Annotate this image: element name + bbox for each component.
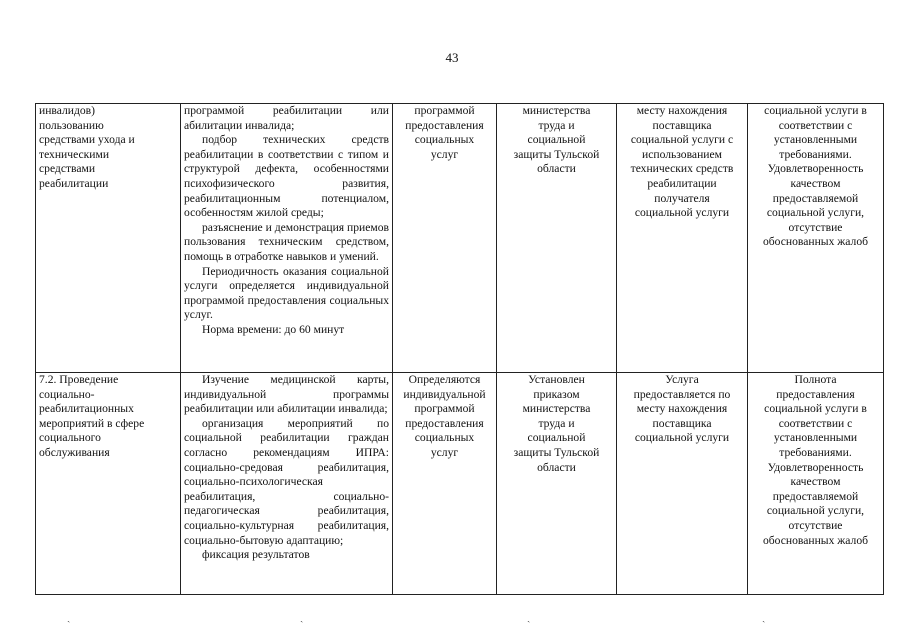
cell-line: качеством — [790, 475, 841, 489]
volume-cell — [393, 104, 497, 373]
cell-line: социальной услуги в — [764, 402, 867, 416]
cell-line: пользованию — [39, 118, 104, 132]
cell-line: программой — [414, 402, 475, 416]
service-description-cell — [181, 373, 393, 595]
cell-line: Установлен — [528, 373, 585, 386]
cell-line: приказом — [533, 387, 580, 401]
cell-line: предоставления — [405, 416, 484, 430]
quality-indicators-cell — [748, 373, 884, 595]
scan-marks — [0, 612, 904, 622]
cell-line: социального — [39, 431, 101, 445]
scan-mark: ˎ — [527, 612, 531, 623]
page-number: 43 — [445, 50, 459, 65]
cell-line: области — [537, 162, 576, 176]
cell-line: социально- — [39, 387, 95, 401]
services-table — [35, 103, 884, 595]
cell-line: услуг — [430, 147, 459, 161]
cell-line: труда и — [538, 416, 575, 430]
table-row — [36, 104, 884, 373]
cell-line: Определяются — [408, 373, 481, 386]
cell-line: средствами ухода и — [39, 133, 135, 147]
cell-line: отсутствие — [788, 220, 843, 234]
cell-line: социальных — [414, 431, 475, 445]
cell-line: защиты Тульской — [513, 147, 600, 161]
cell-line: установленными — [773, 133, 858, 147]
service-name-cell — [36, 373, 181, 595]
cell-line: соответствии с — [778, 118, 853, 132]
cell-line: реабилитации — [39, 176, 109, 190]
service-name-cell — [36, 104, 181, 373]
cell-line: труда и — [538, 118, 575, 132]
cell-line: предоставляется по — [633, 387, 731, 401]
description-paragraph: фиксация результатов — [202, 548, 310, 562]
cell-line: использованием — [642, 147, 722, 161]
cell-line: предоставляемой — [772, 191, 859, 205]
cell-line: соответствии с — [778, 416, 853, 430]
cell-line: Услуга — [665, 373, 699, 386]
cell-line: социальной услуги в — [764, 104, 867, 117]
cell-line: обоснованных жалоб — [762, 235, 869, 249]
description-paragraph: разъяснение и демонстрация приемов пользования техническим средством, помощь в отработке навыков и умений. — [184, 220, 389, 263]
cell-line: реабилитационных — [39, 402, 134, 416]
cell-line: мероприятий в сфере — [39, 416, 145, 430]
cell-line: предоставления — [776, 387, 855, 401]
cell-line: социальной услуги — [634, 206, 730, 220]
conditions-cell — [617, 104, 748, 373]
description-paragraph: подбор технических средств реабилитации в соответствии с типом и структурой дефекта, особенностями психофизического развития, реабилитационным потенциалом, особенностям жилой среды; — [184, 133, 389, 220]
cell-line: индивидуальной — [403, 387, 486, 401]
cell-line: обоснованных жалоб — [762, 533, 869, 547]
cell-line: предоставления — [405, 118, 484, 132]
cell-line: месту нахождения — [636, 402, 728, 416]
conditions-cell — [617, 373, 748, 595]
cell-line: Удовлетворенность — [767, 162, 864, 176]
cell-line: социальных — [414, 133, 475, 147]
description-paragraph: программой реабилитации или абилитации инвалида; — [184, 104, 389, 132]
cell-line: Полнота — [794, 373, 837, 386]
cell-line: требованиями. — [779, 445, 852, 459]
cell-line: программой — [414, 104, 475, 117]
scan-mark: ˎ — [762, 612, 766, 623]
service-description-cell — [181, 104, 393, 373]
cell-line: социальной услуги, — [766, 206, 865, 220]
cell-line: получателя — [654, 191, 710, 205]
cell-line: обслуживания — [39, 445, 110, 459]
cell-line: защиты Тульской — [513, 445, 600, 459]
cell-line: установленными — [773, 431, 858, 445]
cell-line: министерства — [522, 104, 591, 117]
cell-line: реабилитации — [647, 176, 717, 190]
volume-cell — [393, 373, 497, 595]
cell-line: 7.2. Проведение — [39, 373, 119, 386]
tariff-cell — [497, 373, 617, 595]
cell-line: поставщика — [652, 118, 712, 132]
cell-line: социальной услуги, — [766, 504, 865, 518]
cell-line: качеством — [790, 176, 841, 190]
cell-line: технических средств — [630, 162, 734, 176]
cell-line: предоставляемой — [772, 489, 859, 503]
table-row — [36, 373, 884, 595]
cell-line: требованиями. — [779, 147, 852, 161]
cell-line: Удовлетворенность — [767, 460, 864, 474]
description-paragraph: Периодичность оказания социальной услуги определяется индивидуальной программой предоставления социальных услуг. — [184, 264, 389, 322]
cell-line: социальной — [527, 133, 586, 147]
cell-line: социальной услуги — [634, 431, 730, 445]
tariff-cell — [497, 104, 617, 373]
cell-line: социальной услуги с — [630, 133, 734, 147]
scan-mark: ˎ — [67, 612, 71, 623]
description-paragraph: организация мероприятий по социальной реабилитации граждан согласно рекомендациям ИПРА: социально-средовая реабилитация, социально-психологическая реабилитация, социально-педагогическая реабилитация, социально-культурная реабилитация, социально-бытовую адаптацию; — [184, 416, 389, 547]
cell-line: социальной — [527, 431, 586, 445]
cell-line: министерства — [522, 402, 591, 416]
cell-line: техническими — [39, 147, 110, 161]
quality-indicators-cell — [748, 104, 884, 373]
scan-mark: ˎ — [300, 612, 304, 623]
cell-line: инвалидов) — [39, 104, 95, 117]
cell-line: месту нахождения — [636, 104, 728, 117]
cell-line: поставщика — [652, 416, 712, 430]
description-paragraph: Норма времени: до 60 минут — [202, 322, 345, 336]
description-paragraph: Изучение медицинской карты, индивидуальной программы реабилитации или абилитации инвалида; — [184, 373, 389, 416]
cell-line: услуг — [430, 445, 459, 459]
cell-line: области — [537, 460, 576, 474]
cell-line: отсутствие — [788, 518, 843, 532]
cell-line: средствами — [39, 162, 96, 176]
